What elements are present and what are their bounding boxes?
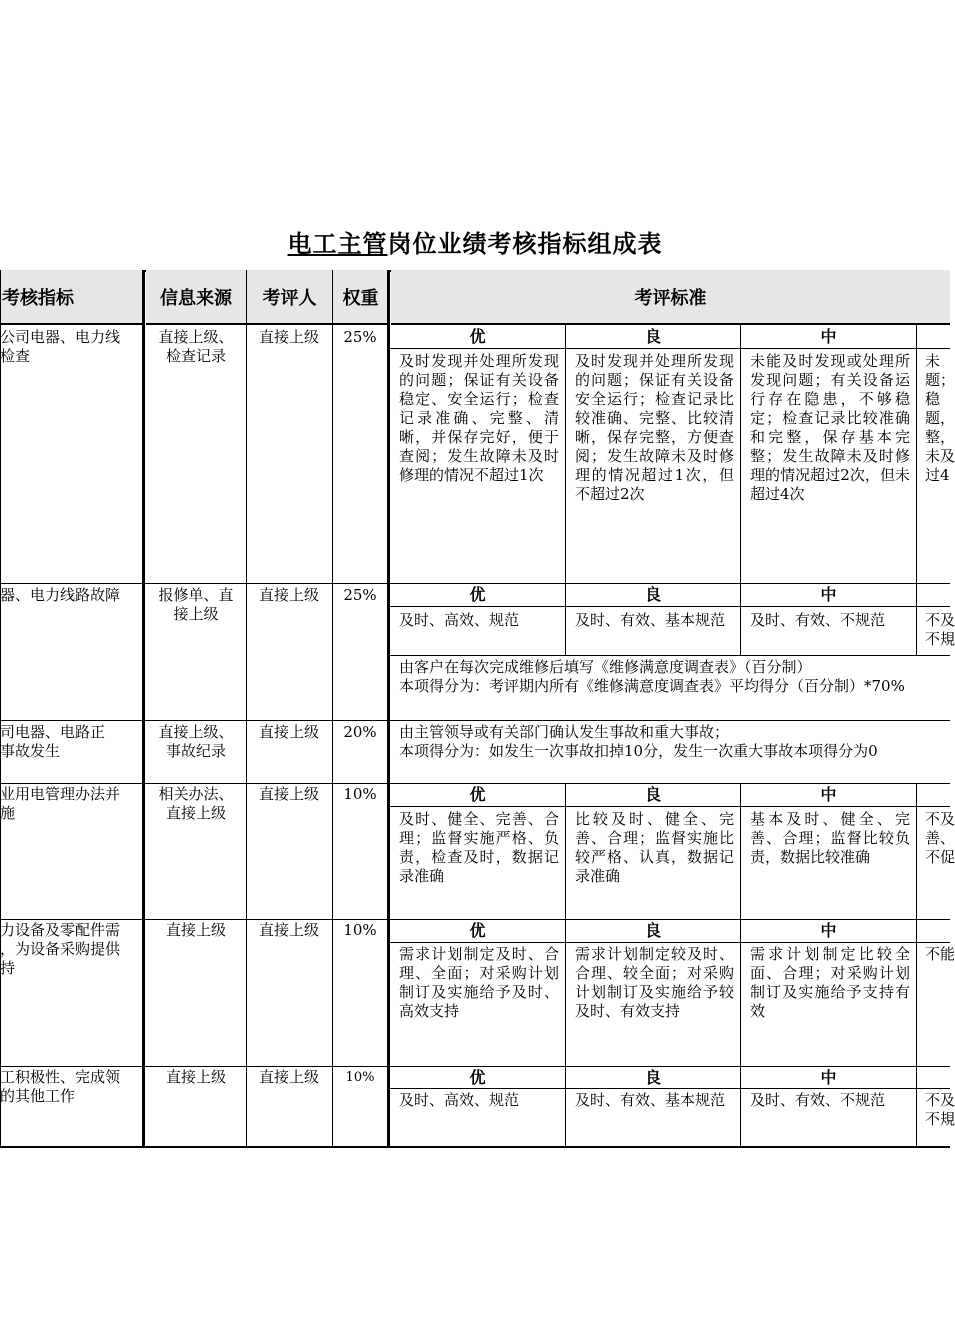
row2-weight: 25%	[343, 586, 377, 604]
row2-indicator	[0, 586, 142, 605]
grade-excellent: 优	[469, 1068, 486, 1087]
header-criteria: 考评标准	[391, 270, 950, 325]
row5-excellent: 需求计划制定及时、合理、全面；对采购计划制订及实施给予及时、高效支持	[399, 945, 559, 1020]
col-divider	[0, 270, 1, 1148]
indicator-line: 施	[0, 804, 16, 822]
row1-weight: 25%	[343, 328, 377, 346]
row1-poor	[917, 352, 955, 485]
row2-excellent: 及时、高效、规范	[399, 611, 520, 629]
indicator-line: 工积极性、完成领	[0, 1068, 121, 1086]
note-line: 本项得分为：如发生一次事故扣掉10分，发生一次重大事故本项得分为0	[399, 742, 878, 760]
row3-source: 直接上级、事故纪录	[158, 723, 234, 760]
row6-excellent: 及时、高效、规范	[399, 1091, 520, 1109]
grade-good: 良	[644, 785, 661, 804]
note-line: 由主管领导或有关部门确认发生事故和重大事故；	[399, 723, 730, 741]
row6-weight: 10%	[345, 1070, 375, 1085]
title-rest: 岗位业绩考核指标组成表	[387, 229, 663, 258]
row1-medium: 未能及时发现或处理所发现问题；有关设备运行存在隐患，不够稳定；检查记录比较准确和完整，保存基本完整；发生故障未及时修理的情况超过2次，但未超过4次	[750, 352, 910, 503]
grade-note-line	[390, 655, 950, 656]
poor-line: 稳	[925, 390, 941, 408]
header-weight: 权重	[333, 270, 388, 325]
poor-line: 不規	[925, 1110, 955, 1128]
row3-weight: 20%	[343, 723, 377, 741]
row5-poor	[917, 945, 955, 964]
poor-line: 不規	[925, 630, 955, 648]
header-indicator: 考核指标	[0, 270, 144, 325]
row4-poor	[917, 810, 955, 867]
grade-header-line	[390, 606, 950, 607]
row5-indicator	[0, 921, 142, 978]
row2-good: 及时、有效、基本规范	[575, 611, 726, 629]
indicator-line: ，为设备采购提供	[0, 940, 121, 958]
grade-good: 良	[644, 585, 661, 604]
row3-indicator	[0, 723, 142, 761]
row5-good: 需求计划制定较及时、合理、较全面；对采购计划制订及实施给予较及时、有效支持	[575, 945, 734, 1020]
row5-evaluator: 直接上级	[258, 921, 319, 939]
row2-note	[390, 658, 950, 696]
indicator-line: 检查	[0, 347, 31, 365]
row4-indicator	[0, 785, 142, 823]
poor-line: 未	[925, 352, 941, 370]
poor-line: 题，	[925, 409, 955, 427]
indicator-line: 事故发生	[0, 742, 61, 760]
row4-source: 相关办法、直接上级	[158, 785, 234, 822]
grade-good: 良	[644, 1068, 661, 1087]
grade-good: 良	[644, 921, 661, 940]
grade-excellent: 优	[469, 921, 486, 940]
row4-excellent: 及时、健全、完善、合理；监督实施严格、负责，检查及时，数据记录准确	[399, 810, 559, 885]
note-line: 本项得分为：考评期内所有《维修满意度调查表》平均得分（百分制）*70%	[399, 677, 905, 695]
grade-medium: 中	[820, 585, 837, 604]
row-divider	[0, 720, 950, 721]
poor-line: 善、	[925, 829, 955, 847]
row2-medium: 及时、有效、不规范	[750, 611, 886, 629]
poor-line: 不及	[925, 810, 955, 828]
note-line: 由客户在每次完成维修后填写《维修满意度调查表》（百分制）	[399, 658, 812, 676]
row6-source: 直接上级	[165, 1068, 226, 1086]
poor-line: 题；	[925, 371, 955, 389]
indicator-line: 力设备及零配件需	[0, 921, 121, 939]
grade-header-line	[390, 942, 950, 943]
indicator-line: 业用电管理办法并	[0, 785, 121, 803]
row4-good: 比较及时、健全、完善、合理；监督实施比较严格、认真，数据记录准确	[575, 810, 734, 885]
row4-weight: 10%	[343, 785, 377, 803]
row2-source: 报修单、直接上级	[158, 586, 234, 623]
row4-medium: 基本及时、健全、完善、合理；监督比较负责，数据比较准确	[750, 810, 910, 866]
poor-line: 整，	[925, 428, 955, 446]
grade-medium: 中	[820, 785, 837, 804]
page-title	[0, 224, 950, 259]
grade-header-line	[390, 348, 950, 349]
row6-good: 及时、有效、基本规范	[575, 1091, 726, 1109]
col-divider	[332, 270, 333, 1148]
row3-evaluator: 直接上级	[258, 723, 319, 741]
row5-medium: 需求计划制定比较全面、合理；对采购计划制订及实施给予支持有效	[750, 945, 910, 1020]
row6-medium: 及时、有效、不规范	[750, 1091, 886, 1109]
row1-good: 及时发现并处理所发现的问题；保证有关设备安全运行；检查记录比较准确、完整、比较清晰，保存完整，方便查阅；发生故障未及时修理的情况超过1次，但不超过2次	[575, 352, 734, 503]
row5-source: 直接上级	[165, 921, 226, 939]
row6-poor	[917, 1091, 955, 1129]
grade-good: 良	[644, 327, 661, 346]
title-underlined: 电工主管	[287, 229, 388, 258]
grade-excellent: 优	[469, 327, 486, 346]
indicator-line: 公司电器、电力线	[0, 328, 121, 346]
header-evaluator: 考评人	[247, 270, 332, 325]
row2-evaluator: 直接上级	[258, 586, 319, 604]
row5-weight: 10%	[343, 921, 377, 939]
row4-evaluator: 直接上级	[258, 785, 319, 803]
row6-indicator	[0, 1068, 142, 1106]
row3-note	[390, 723, 950, 761]
poor-line: 不及	[925, 611, 955, 629]
grade-excellent: 优	[469, 585, 486, 604]
grade-medium: 中	[820, 921, 837, 940]
indicator-line: 持	[0, 959, 16, 977]
row6-evaluator: 直接上级	[258, 1068, 319, 1086]
poor-line: 未及	[925, 447, 955, 465]
header-source: 信息来源	[146, 270, 246, 325]
kpi-table	[0, 270, 955, 1150]
indicator-line: 的其他工作	[0, 1087, 76, 1105]
indicator-line: 司电器、电路正	[0, 723, 106, 741]
grade-excellent: 优	[469, 785, 486, 804]
grade-header-line	[390, 806, 950, 807]
row1-indicator	[0, 328, 142, 366]
poor-line: 不促	[925, 848, 955, 866]
row1-excellent: 及时发现并处理所发现的问题；保证有关设备稳定、安全运行；检查记录准确、完整、清晰，并保存完好，便于查阅；发生故障未及时修理的情况不超过1次	[399, 352, 559, 484]
row1-evaluator: 直接上级	[258, 328, 319, 346]
poor-line: 过4	[925, 466, 950, 484]
row2-poor	[917, 611, 955, 649]
grade-medium: 中	[820, 327, 837, 346]
grade-medium: 中	[820, 1068, 837, 1087]
col-divider	[246, 270, 247, 1148]
col-divider	[142, 270, 145, 1148]
poor-line: 不及	[925, 1091, 955, 1109]
row1-source: 直接上级、检查记录	[158, 328, 234, 365]
indicator-line: 器、电力线路故障	[0, 586, 121, 604]
poor-line: 不能	[925, 945, 955, 963]
